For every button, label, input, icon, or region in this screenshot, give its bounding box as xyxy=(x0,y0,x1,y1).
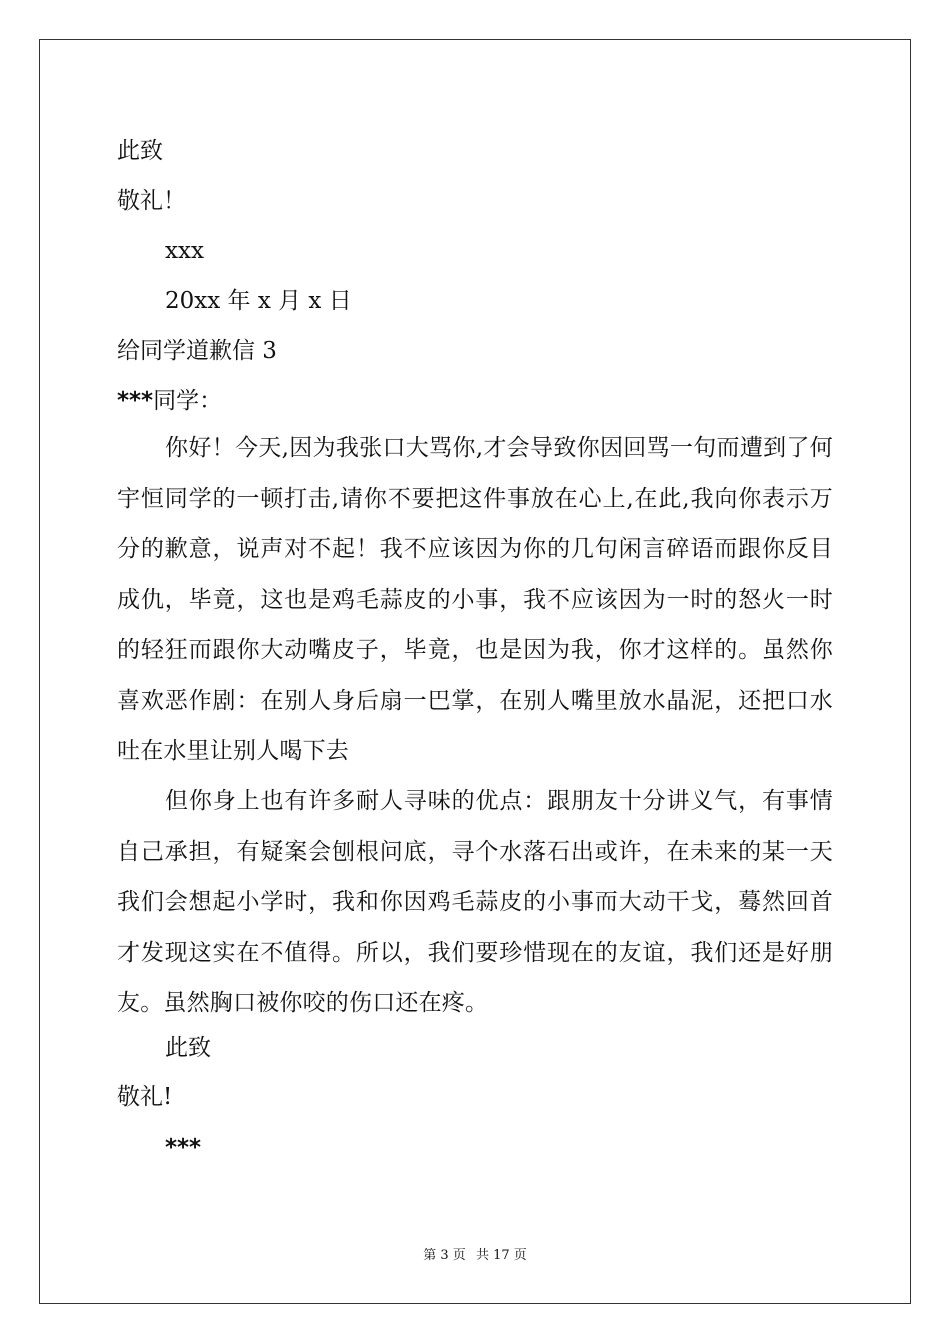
total-pages: 共 17 页 xyxy=(475,1248,527,1263)
salutation-stars: *** xyxy=(117,388,154,414)
signature: xxx xyxy=(165,238,204,264)
letter-paragraph-2: 但你身上也有许多耐人寻味的优点：跟朋友十分讲义气，有事情自己承担，有疑案会刨根问底，寻个水落石出或许，在未来的某一天我们会想起小学时，我和你因鸡毛蒜皮的小事而大动干戈，蓦然回首才发现这实在不值得。所以，我们要珍惜现在的友谊，我们还是好朋友。虽然胸口被你咬的伤口还在疼。 xyxy=(117,788,833,1016)
page-number: 第 3 页 xyxy=(423,1248,466,1263)
closing-line-1: 此致 xyxy=(117,138,163,164)
letter-paragraph-1: 你好！今天,因为我张口大骂你,才会导致你因回骂一句而遭到了何宇恒同学的一顿打击,请你不要把这件事放在心上,在此,我向你表示万分的歉意，说声对不起！我不应该因为你的几句闲言碎语而跟你反目成仇，毕竟，这也是鸡毛蒜皮的小事，我不应该因为一时的怒火一时的轻狂而跟你大动嘴皮子，毕竟，也是因为我，你才这样的。虽然你喜欢恶作剧：在别人身后扇一巴掌，在别人嘴里放水晶泥，还把口水吐在水里让别人喝下去 xyxy=(117,435,833,764)
date-line: 20xx 年 x 月 x 日 xyxy=(165,288,352,314)
page-footer xyxy=(0,1248,950,1264)
letter-title: 给同学道歉信 3 xyxy=(117,338,277,364)
letter-closing-line-1: 此致 xyxy=(165,1035,211,1061)
closing-line-2: 敬礼！ xyxy=(117,188,186,214)
salutation-text: 同学： xyxy=(153,388,223,414)
letter-closing-line-2: 敬礼! xyxy=(117,1084,173,1110)
salutation xyxy=(117,386,222,416)
letter-signature: *** xyxy=(165,1135,202,1161)
